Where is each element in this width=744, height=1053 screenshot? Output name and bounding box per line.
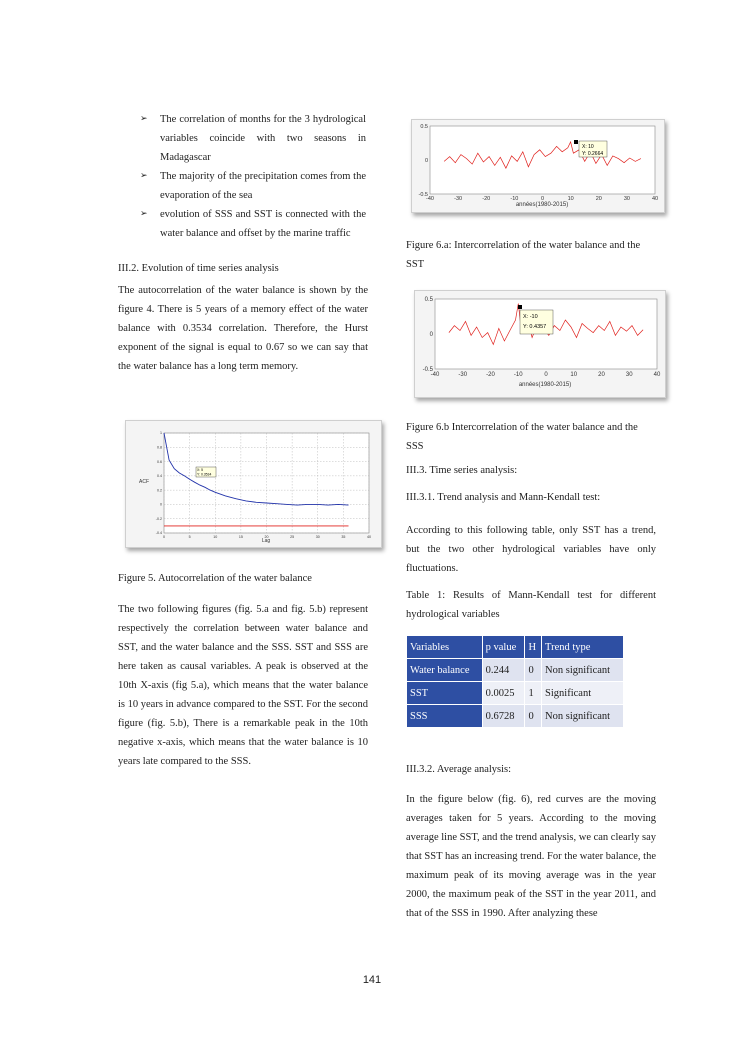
datatip (196, 467, 216, 477)
figure-caption: Figure 5. Autocorrelation of the water balance (118, 573, 312, 584)
list-item (138, 205, 366, 243)
y-tick-label: 0.6 (157, 459, 162, 464)
datatip (579, 141, 607, 157)
table-caption: Table 1: Results of Mann-Kendall test for different hydrological variables (406, 590, 656, 620)
y-tick-label: 0.4 (157, 474, 162, 479)
y-tick-label: 0.2 (157, 488, 162, 493)
table-header-cell: Trend type (542, 636, 624, 659)
x-tick-label: 0 (163, 535, 165, 539)
table-cell: Significant (542, 682, 624, 705)
y-tick-label: -0.4 (155, 531, 162, 536)
x-axis-label: années(1980-2015) (518, 382, 572, 388)
figure-caption: Figure 6.a: Intercorrelation of the water balance and the SST (406, 240, 641, 270)
datatip-y: Y: 0.4357 (523, 324, 547, 330)
mann-kendall-table (406, 635, 624, 728)
x-tick-label: -40 (426, 196, 434, 202)
datatip-y: Y: 0.3534 (197, 472, 212, 477)
datatip-marker (574, 140, 578, 144)
x-tick-label: 40 (367, 535, 371, 539)
y-tick-label: 0.5 (424, 297, 433, 303)
y-tick-label: 0 (424, 157, 428, 164)
x-tick-label: 30 (623, 196, 630, 202)
x-tick-label: 5 (188, 535, 191, 539)
section-heading: III.3. Time series analysis: (406, 465, 518, 476)
x-tick-label: -20 (486, 372, 495, 378)
x-tick-label: -40 (430, 372, 440, 378)
table-header-row (407, 636, 624, 659)
intercorrelation-sss-chart (415, 291, 665, 397)
bullet-text: evolution of SSS and SST is connected with the water balance and offset by the marine traffic (160, 209, 366, 239)
table-cell: 0.0025 (482, 682, 525, 705)
paragraph: The autocorrelation of the water balance is shown by the figure 4. There is 5 years of a memory effect of the water balance with 0.3534 correlation. Therefore, the Hurst exponent of the signal is equal to 0.67 so we can say that the water balance has a long term memory. (118, 285, 368, 372)
paragraph: According to this following table, only SST has a trend, but the two other hydrological variables have only fluctuations. (406, 525, 656, 574)
x-tick-label: 20 (595, 196, 602, 202)
table-cell: 0.244 (482, 659, 525, 682)
bullet-text: The majority of the precipitation comes from the evaporation of the sea (160, 171, 366, 201)
x-tick-label: 20 (264, 535, 269, 539)
arrow-bullet-icon: ➢ (140, 114, 148, 124)
x-axis-label: années(1980-2015) (515, 202, 569, 208)
y-tick-label: -0.2 (155, 516, 162, 521)
table-row (407, 705, 624, 728)
arrow-bullet-icon: ➢ (140, 171, 148, 181)
table-row (407, 659, 624, 682)
section-heading: III.3.2. Average analysis: (406, 764, 512, 775)
x-tick-label: 10 (567, 196, 574, 202)
x-tick-label: 15 (238, 535, 243, 539)
datatip (520, 310, 553, 334)
x-tick-label: 20 (598, 372, 605, 378)
figure-5 (125, 420, 382, 548)
x-tick-label: -10 (510, 196, 519, 202)
y-axis-label: ACF (139, 479, 149, 485)
figure-caption: Figure 6.b Intercorrelation of the water balance and the SSS (406, 422, 638, 452)
datatip-marker (518, 305, 522, 309)
table-cell: Water balance (407, 659, 483, 682)
bullet-text: The correlation of months for the 3 hydrological variables coincide with two seasons in Madagascar (160, 114, 366, 163)
x-tick-label: 0 (544, 372, 548, 378)
x-tick-label: -10 (513, 372, 523, 378)
table-cell: Non significant (542, 659, 624, 682)
x-tick-label: -20 (482, 196, 491, 202)
y-tick-label: 0 (429, 332, 433, 338)
table-cell: SSS (407, 705, 483, 728)
list-item (138, 110, 366, 167)
y-tick-label: 0 (160, 502, 162, 507)
autocorrelation-chart (126, 421, 381, 547)
datatip-x: X: 10 (582, 144, 594, 150)
x-tick-label: 30 (625, 372, 633, 378)
table-cell: Non significant (542, 705, 624, 728)
table-header-cell: H (525, 636, 542, 659)
y-tick-label: 0.5 (420, 123, 428, 130)
x-tick-label: -30 (454, 196, 463, 202)
datatip-x: X: -10 (523, 314, 538, 320)
bullet-list (138, 110, 366, 243)
list-item (138, 167, 366, 205)
x-tick-label: 30 (315, 535, 320, 539)
paragraph: The two following figures (fig. 5.a and fig. 5.b) represent respectively the correlation between water balance and SST, and the water balance and the SSS. SST and SSS are here taken as causal variables. A peak is observed at the 10th X-axis (fig 5.a), which means that the water balance is 10 years in advance compared to the SST. For the second figure (fig. 5.b), There is a remarkable peak in the 10th negative x-axis, which means that the water balance is 10 years late compared to the SSS. (118, 604, 368, 767)
figure-6a (411, 119, 665, 213)
y-tick-label: 0.8 (157, 445, 162, 450)
y-tick-label: 1 (160, 431, 162, 436)
intercorrelation-sst-chart (412, 120, 664, 212)
table-cell: 0 (525, 705, 542, 728)
page-number: 141 (362, 974, 382, 986)
datatip-x: X: 5 (197, 468, 204, 472)
y-tick-label: -0.5 (422, 367, 433, 373)
section-heading: III.3.1. Trend analysis and Mann-Kendall test: (406, 492, 601, 503)
x-tick-label: 10 (213, 535, 218, 539)
section-heading: III.2. Evolution of time series analysis (118, 263, 279, 274)
arrow-bullet-icon: ➢ (140, 209, 148, 219)
x-tick-label: -30 (458, 372, 468, 378)
table-cell: SST (407, 682, 483, 705)
x-tick-label: 10 (570, 372, 578, 378)
paragraph: In the figure below (fig. 6), red curves are the moving averages taken for 5 years. According to the moving average line SST, and the trend analysis, we can clearly say that SST has an increasing trend. For the water balance, the maximum peak of its moving average was in the year 2000, the maximum peak of the SST in the year 2011, and that of the SSS in 1990. After analyzing these (406, 794, 656, 919)
x-tick-label: 40 (653, 372, 661, 378)
table-cell: 0 (525, 659, 542, 682)
table-cell: 0.6728 (482, 705, 525, 728)
x-tick-label: 40 (651, 196, 659, 202)
x-axis-label: Lag (261, 538, 271, 544)
x-tick-label: 35 (341, 535, 346, 539)
datatip-y: Y: 0.2664 (582, 151, 604, 157)
x-tick-label: 25 (290, 535, 295, 539)
table-header-cell: p value (482, 636, 525, 659)
y-tick-label: -0.5 (418, 191, 428, 198)
table-header-cell: Variables (407, 636, 483, 659)
figure-6b (414, 290, 666, 398)
table-row (407, 682, 624, 705)
table-cell: 1 (525, 682, 542, 705)
x-tick-label: 0 (540, 196, 545, 202)
